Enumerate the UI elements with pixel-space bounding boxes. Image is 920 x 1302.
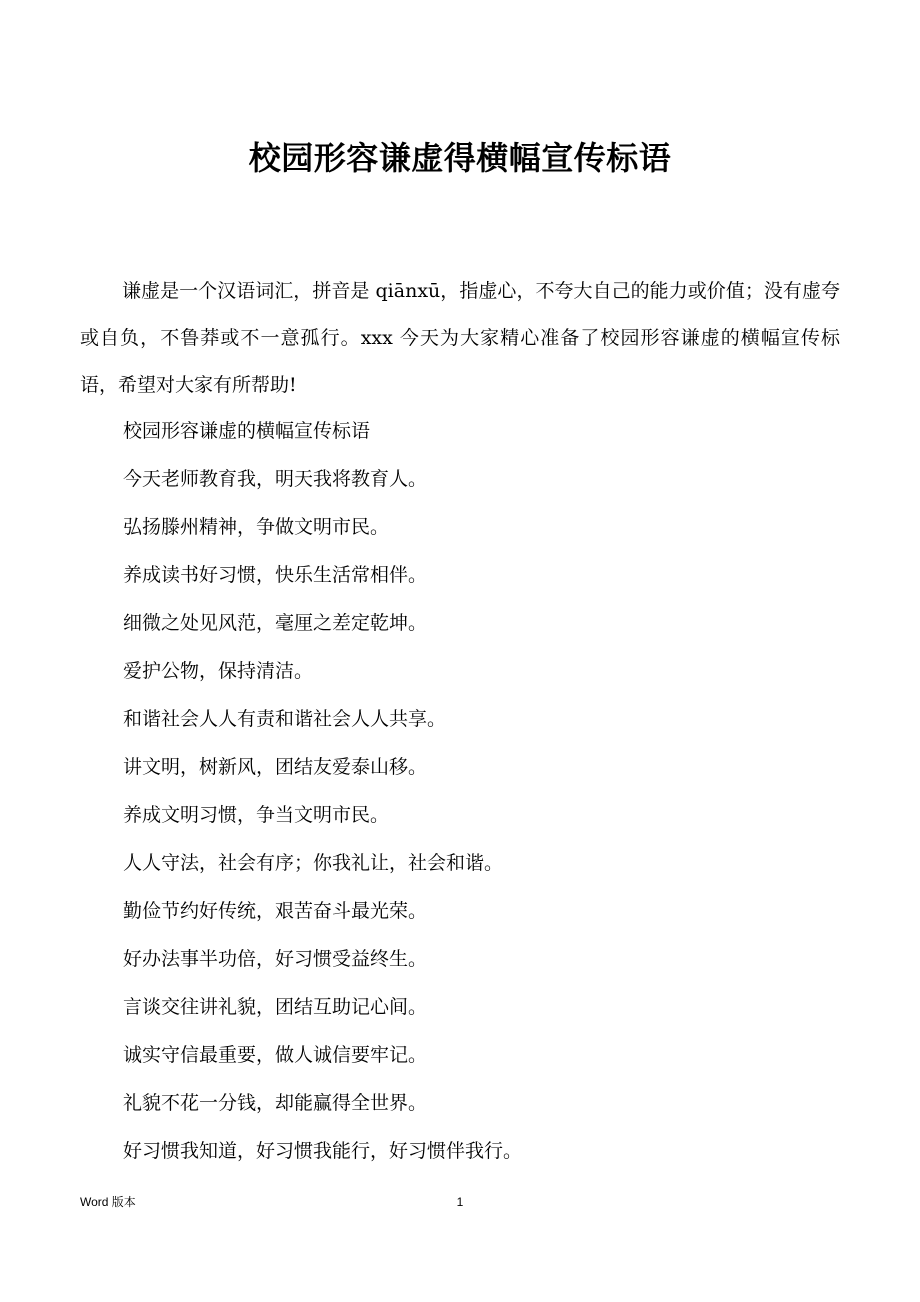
- list-item: 言谈交往讲礼貌，团结互助记心间。: [123, 996, 428, 1018]
- list-item: 好办法事半功倍，好习惯受益终生。: [123, 948, 428, 970]
- slogan-list: [123, 407, 843, 1175]
- list-item: 养成文明习惯，争当文明市民。: [123, 804, 390, 826]
- footer-label: Word 版本: [80, 1195, 136, 1209]
- list-item: 爱护公物，保持清洁。: [123, 660, 314, 682]
- list-item: 和谐社会人人有责和谐社会人人共享。: [123, 708, 447, 730]
- list-item: 勤俭节约好传统，艰苦奋斗最光荣。: [123, 900, 428, 922]
- list-item: 人人守法，社会有序；你我礼让，社会和谐。: [123, 852, 504, 874]
- list-item: 今天老师教育我，明天我将教育人。: [123, 468, 428, 490]
- list-item: 好习惯我知道，好习惯我能行，好习惯伴我行。: [123, 1140, 523, 1162]
- list-item: 弘扬滕州精神，争做文明市民。: [123, 516, 390, 538]
- list-item: 礼貌不花一分钱，却能赢得全世界。: [123, 1092, 428, 1114]
- page-number: 1: [456, 1195, 464, 1209]
- document-title: 校园形容谦虚得横幅宣传标语: [248, 139, 672, 177]
- intro-paragraph: 谦虚是一个汉语词汇，拼音是 qiānxū，指虚心，不夸大自己的能力或价值；没有虚夸或自负，不鲁莽或不一意孤行。xxx 今天为大家精心准备了校园形容谦虚的横幅宣传标语，希望对大家有所帮助!: [80, 280, 840, 396]
- list-item: 讲文明，树新风，团结友爱泰山移。: [123, 756, 428, 778]
- list-item: 细微之处见风范，毫厘之差定乾坤。: [123, 612, 428, 634]
- list-item: 校园形容谦虚的横幅宣传标语: [123, 420, 371, 442]
- list-item: 养成读书好习惯，快乐生活常相伴。: [123, 564, 428, 586]
- list-item: 诚实守信最重要，做人诚信要牢记。: [123, 1044, 428, 1066]
